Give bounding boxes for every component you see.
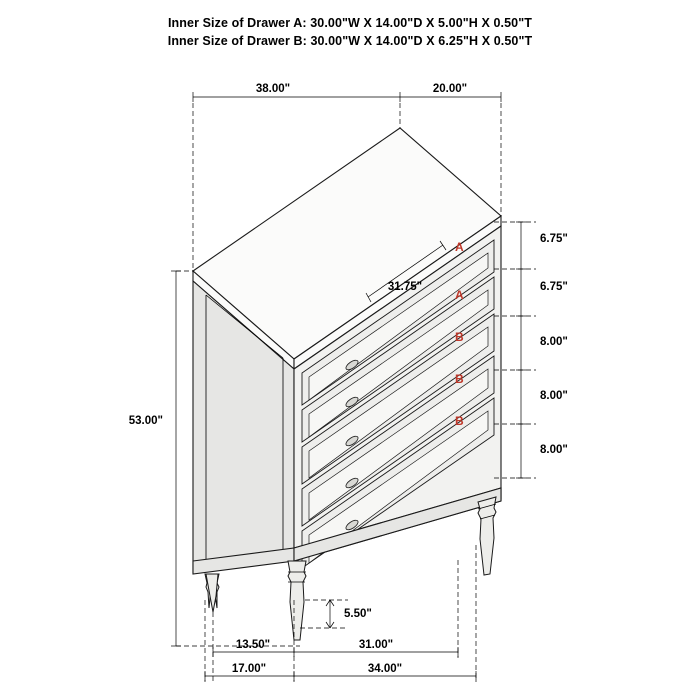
dim-550-arrow-bot xyxy=(326,622,330,628)
dim-550-arrow-top xyxy=(326,600,330,606)
dim-800-a-label: 8.00" xyxy=(540,336,568,348)
dim-550-arrow-bot2 xyxy=(330,622,334,628)
leg-back-left xyxy=(205,574,219,612)
dim-3100-label: 31.00" xyxy=(358,639,394,651)
dim-675-a-label: 6.75" xyxy=(540,233,568,245)
dim-800-c-label-fallback: 8.00" xyxy=(540,444,568,456)
dim-675-b-label: 6.75" xyxy=(540,281,568,293)
dim-550-label: 5.50" xyxy=(344,608,372,620)
dim-3175-label: 31.75" xyxy=(387,281,423,293)
leg-front-right xyxy=(478,497,496,575)
drawer-label-1: A xyxy=(455,240,464,254)
dim-550-arrow-top2 xyxy=(330,600,334,606)
dim-800-b-label: 8.00" xyxy=(540,390,568,402)
drawer-label-2: A xyxy=(455,288,464,302)
dim-20-label: 20.00" xyxy=(432,83,468,95)
dim-1700-label: 17.00" xyxy=(231,663,267,675)
drawer-a-inner-size-text: Inner Size of Drawer A: 30.00"W X 14.00"D X 5.00"H X 0.50"T xyxy=(167,16,532,30)
dim-53-label: 53.00" xyxy=(128,415,163,427)
drawer-label-5: B xyxy=(455,414,464,428)
dim-1350-label: 13.50" xyxy=(235,639,271,651)
drawer-label-3: B xyxy=(455,330,464,344)
dim-38-label: 38.00" xyxy=(255,83,291,95)
drawer-b-inner-size-text: Inner Size of Drawer B: 30.00"W X 14.00"D X 6.25"H X 0.50"T xyxy=(167,34,533,48)
dim-3400-label: 34.00" xyxy=(367,663,403,675)
drawer-label-4: B xyxy=(455,372,464,386)
